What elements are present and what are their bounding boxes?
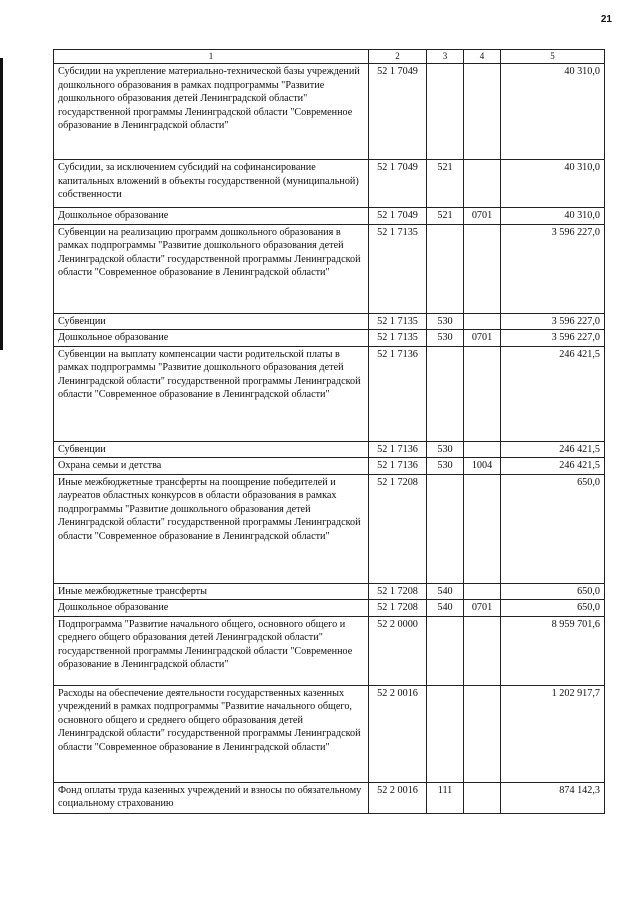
row-expense-type: 530 xyxy=(427,441,464,458)
row-name: Расходы на обеспечение деятельности государственных казенных учреждений в рамках подпрограммы "Развитие начального общего, основного общего и среднего общего образования детей Ленинградской области" государственной программы Ленинградской области "Современное образование в Ленинградской области" xyxy=(54,685,369,782)
budget-table xyxy=(53,49,605,814)
row-expense-type xyxy=(427,224,464,313)
row-target-code: 52 1 7136 xyxy=(369,346,427,441)
row-sum: 8 959 701,6 xyxy=(501,616,605,685)
row-name: Иные межбюджетные трансферты xyxy=(54,583,369,600)
table-row xyxy=(54,616,605,685)
row-expense-type xyxy=(427,685,464,782)
table-row xyxy=(54,685,605,782)
table-row xyxy=(54,208,605,225)
row-target-code: 52 1 7135 xyxy=(369,224,427,313)
column-header: 1 xyxy=(54,50,369,64)
row-section xyxy=(464,313,501,330)
table-row xyxy=(54,64,605,160)
row-section xyxy=(464,441,501,458)
row-name: Охрана семьи и детства xyxy=(54,458,369,475)
row-expense-type: 540 xyxy=(427,583,464,600)
table-row xyxy=(54,160,605,208)
scan-edge-bar xyxy=(0,58,3,350)
header-row xyxy=(54,50,605,64)
row-target-code: 52 1 7136 xyxy=(369,441,427,458)
row-expense-type: 530 xyxy=(427,458,464,475)
row-name: Фонд оплаты труда казенных учреждений и взносы по обязательному социальному страхованию xyxy=(54,782,369,813)
row-section xyxy=(464,782,501,813)
table-row xyxy=(54,458,605,475)
row-name: Субвенции xyxy=(54,313,369,330)
table-row xyxy=(54,600,605,617)
row-expense-type xyxy=(427,64,464,160)
table-row xyxy=(54,474,605,583)
row-section: 0701 xyxy=(464,208,501,225)
row-target-code: 52 2 0016 xyxy=(369,782,427,813)
row-sum: 3 596 227,0 xyxy=(501,313,605,330)
row-target-code: 52 2 0000 xyxy=(369,616,427,685)
row-name: Субсидии на укрепление материально-технической базы учреждений дошкольного образования в рамках подпрограммы "Развитие дошкольного образования детей Ленинградской области" государственной программы Ленинградской области "Современное образование в Ленинградской области" xyxy=(54,64,369,160)
row-name: Иные межбюджетные трансферты на поощрение победителей и лауреатов областных конкурсов в области образования в рамках подпрограммы "Развитие дошкольного образования детей Ленинградской области" государственной программы Ленинградской области "Современное образование в Ленинградской области" xyxy=(54,474,369,583)
row-expense-type: 111 xyxy=(427,782,464,813)
row-section xyxy=(464,224,501,313)
row-sum: 40 310,0 xyxy=(501,160,605,208)
table-row xyxy=(54,782,605,813)
row-sum: 40 310,0 xyxy=(501,64,605,160)
row-target-code: 52 1 7208 xyxy=(369,583,427,600)
row-name: Подпрограмма "Развитие начального общего, основного общего и среднего общего образования детей Ленинградской области" государственной программы Ленинградской области "Современное образование в Ленинградской области" xyxy=(54,616,369,685)
row-sum: 1 202 917,7 xyxy=(501,685,605,782)
row-sum: 40 310,0 xyxy=(501,208,605,225)
row-name: Дошкольное образование xyxy=(54,600,369,617)
row-sum: 874 142,3 xyxy=(501,782,605,813)
row-expense-type: 521 xyxy=(427,208,464,225)
row-name: Дошкольное образование xyxy=(54,208,369,225)
row-target-code: 52 1 7136 xyxy=(369,458,427,475)
row-name: Субвенции на реализацию программ дошкольного образования в рамках подпрограммы "Развитие дошкольного образования детей Ленинградской области" государственной программы Ленинградской области "Современное образование в Ленинградской области" xyxy=(54,224,369,313)
row-section xyxy=(464,583,501,600)
row-section xyxy=(464,64,501,160)
row-expense-type: 530 xyxy=(427,330,464,347)
row-name: Субсидии, за исключением субсидий на софинансирование капитальных вложений в объекты государственной (муниципальной) собственности xyxy=(54,160,369,208)
row-expense-type: 521 xyxy=(427,160,464,208)
row-target-code: 52 1 7135 xyxy=(369,330,427,347)
table-row xyxy=(54,330,605,347)
row-section xyxy=(464,474,501,583)
row-section: 1004 xyxy=(464,458,501,475)
row-target-code: 52 1 7049 xyxy=(369,208,427,225)
row-section xyxy=(464,346,501,441)
table-row xyxy=(54,313,605,330)
table-row xyxy=(54,583,605,600)
row-expense-type xyxy=(427,346,464,441)
column-header: 4 xyxy=(464,50,501,64)
row-target-code: 52 1 7208 xyxy=(369,600,427,617)
row-sum: 246 421,5 xyxy=(501,346,605,441)
row-section xyxy=(464,160,501,208)
row-sum: 650,0 xyxy=(501,583,605,600)
table-row xyxy=(54,441,605,458)
row-section xyxy=(464,616,501,685)
row-sum: 3 596 227,0 xyxy=(501,224,605,313)
row-section: 0701 xyxy=(464,600,501,617)
row-section xyxy=(464,685,501,782)
row-name: Дошкольное образование xyxy=(54,330,369,347)
column-header: 2 xyxy=(369,50,427,64)
row-target-code: 52 1 7049 xyxy=(369,64,427,160)
row-name: Субвенции на выплату компенсации части родительской платы в рамках подпрограммы "Развитие дошкольного образования детей Ленинградской области" государственной программы Ленинградской области "Современное образование в Ленинградской области" xyxy=(54,346,369,441)
row-expense-type xyxy=(427,616,464,685)
row-target-code: 52 1 7049 xyxy=(369,160,427,208)
row-sum: 3 596 227,0 xyxy=(501,330,605,347)
column-header: 3 xyxy=(427,50,464,64)
row-sum: 650,0 xyxy=(501,600,605,617)
row-expense-type: 530 xyxy=(427,313,464,330)
table-row xyxy=(54,224,605,313)
row-section: 0701 xyxy=(464,330,501,347)
row-expense-type: 540 xyxy=(427,600,464,617)
row-sum: 246 421,5 xyxy=(501,458,605,475)
column-header: 5 xyxy=(501,50,605,64)
row-target-code: 52 1 7208 xyxy=(369,474,427,583)
row-sum: 246 421,5 xyxy=(501,441,605,458)
table-row xyxy=(54,346,605,441)
page-number: 21 xyxy=(600,14,612,25)
row-expense-type xyxy=(427,474,464,583)
row-name: Субвенции xyxy=(54,441,369,458)
row-sum: 650,0 xyxy=(501,474,605,583)
row-target-code: 52 1 7135 xyxy=(369,313,427,330)
row-target-code: 52 2 0016 xyxy=(369,685,427,782)
